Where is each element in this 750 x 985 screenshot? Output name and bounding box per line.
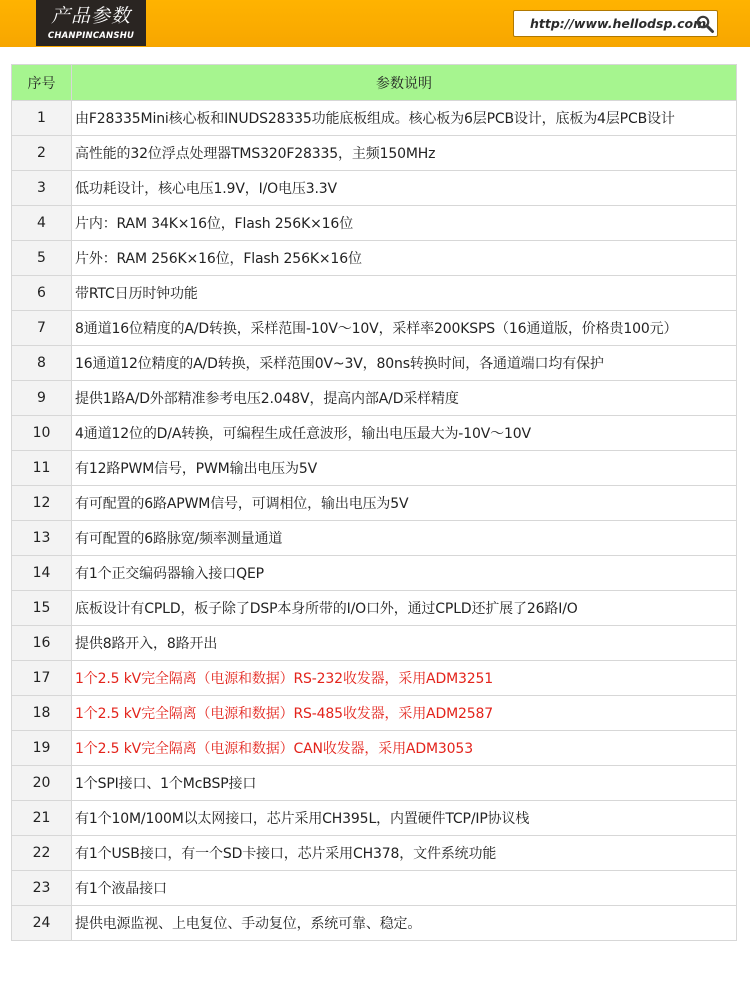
row-description: 带RTC日历时钟功能 bbox=[72, 276, 737, 311]
table-row bbox=[12, 801, 737, 836]
row-number: 9 bbox=[12, 381, 72, 416]
row-description: 有1个10M/100M以太网接口，芯片采用CH395L，内置硬件TCP/IP协议栈 bbox=[72, 801, 737, 836]
row-number: 24 bbox=[12, 906, 72, 941]
header-no: 序号 bbox=[12, 65, 72, 101]
row-number: 1 bbox=[12, 101, 72, 136]
table-body bbox=[12, 101, 737, 941]
row-description: 有1个正交编码器输入接口QEP bbox=[72, 556, 737, 591]
row-description: 提供1路A/D外部精准参考电压2.048V，提高内部A/D采样精度 bbox=[72, 381, 737, 416]
table-row bbox=[12, 311, 737, 346]
row-description: 有可配置的6路脉宽/频率测量通道 bbox=[72, 521, 737, 556]
row-description: 有1个USB接口，有一个SD卡接口，芯片采用CH378，文件系统功能 bbox=[72, 836, 737, 871]
table-row bbox=[12, 346, 737, 381]
row-description: 底板设计有CPLD，板子除了DSP本身所带的I/O口外，通过CPLD还扩展了26路I/O bbox=[72, 591, 737, 626]
row-number: 10 bbox=[12, 416, 72, 451]
row-description: 低功耗设计，核心电压1.9V，I/O电压3.3V bbox=[72, 171, 737, 206]
row-number: 7 bbox=[12, 311, 72, 346]
table-row bbox=[12, 416, 737, 451]
row-description: 有12路PWM信号，PWM输出电压为5V bbox=[72, 451, 737, 486]
row-number: 20 bbox=[12, 766, 72, 801]
table-row bbox=[12, 906, 737, 941]
table-row bbox=[12, 486, 737, 521]
row-number: 16 bbox=[12, 626, 72, 661]
magnifier-icon[interactable] bbox=[695, 14, 715, 34]
title-badge bbox=[36, 0, 146, 46]
table-row bbox=[12, 381, 737, 416]
table-row bbox=[12, 591, 737, 626]
row-description: 有可配置的6路APWM信号，可调相位，输出电压为5V bbox=[72, 486, 737, 521]
row-description: 1个2.5 kV完全隔离（电源和数据）CAN收发器，采用ADM3053 bbox=[72, 731, 737, 766]
table-row bbox=[12, 871, 737, 906]
table-row bbox=[12, 451, 737, 486]
row-description: 有1个液晶接口 bbox=[72, 871, 737, 906]
row-number: 19 bbox=[12, 731, 72, 766]
row-number: 15 bbox=[12, 591, 72, 626]
row-description: 高性能的32位浮点处理器TMS320F28335，主频150MHz bbox=[72, 136, 737, 171]
row-number: 21 bbox=[12, 801, 72, 836]
row-number: 8 bbox=[12, 346, 72, 381]
row-number: 3 bbox=[12, 171, 72, 206]
table-header-row bbox=[12, 65, 737, 101]
table-row bbox=[12, 521, 737, 556]
header-bar bbox=[0, 0, 750, 47]
page-title: 产品参数 bbox=[50, 5, 131, 27]
table-row bbox=[12, 661, 737, 696]
row-number: 12 bbox=[12, 486, 72, 521]
row-description: 16通道12位精度的A/D转换，采样范围0V~3V，80ns转换时间，各通道端口均有保护 bbox=[72, 346, 737, 381]
row-number: 17 bbox=[12, 661, 72, 696]
table-row bbox=[12, 241, 737, 276]
row-description: 由F28335Mini核心板和INUDS28335功能底板组成。核心板为6层PCB设计，底板为4层PCB设计 bbox=[72, 101, 737, 136]
table-row bbox=[12, 556, 737, 591]
table-row bbox=[12, 171, 737, 206]
header-desc: 参数说明 bbox=[72, 65, 737, 101]
site-url[interactable]: http://www.hellodsp.com bbox=[530, 16, 707, 31]
row-description: 8通道16位精度的A/D转换，采样范围-10V～10V，采样率200KSPS（16通道版，价格贵100元） bbox=[72, 311, 737, 346]
row-number: 13 bbox=[12, 521, 72, 556]
row-description: 1个2.5 kV完全隔离（电源和数据）RS-485收发器，采用ADM2587 bbox=[72, 696, 737, 731]
table-row bbox=[12, 731, 737, 766]
row-number: 4 bbox=[12, 206, 72, 241]
row-number: 14 bbox=[12, 556, 72, 591]
table-row bbox=[12, 276, 737, 311]
row-number: 11 bbox=[12, 451, 72, 486]
row-description: 4通道12位的D/A转换，可编程生成任意波形，输出电压最大为-10V～10V bbox=[72, 416, 737, 451]
table-row bbox=[12, 626, 737, 661]
row-description: 1个2.5 kV完全隔离（电源和数据）RS-232收发器，采用ADM3251 bbox=[72, 661, 737, 696]
row-number: 5 bbox=[12, 241, 72, 276]
params-table-container bbox=[11, 64, 737, 941]
row-description: 片外：RAM 256K×16位，Flash 256K×16位 bbox=[72, 241, 737, 276]
table-row bbox=[12, 101, 737, 136]
table-row bbox=[12, 206, 737, 241]
table-row bbox=[12, 136, 737, 171]
table-row bbox=[12, 696, 737, 731]
row-description: 片内：RAM 34K×16位，Flash 256K×16位 bbox=[72, 206, 737, 241]
row-description: 提供电源监视、上电复位、手动复位，系统可靠、稳定。 bbox=[72, 906, 737, 941]
url-search-box[interactable] bbox=[513, 10, 718, 37]
row-description: 1个SPI接口、1个McBSP接口 bbox=[72, 766, 737, 801]
row-description: 提供8路开入，8路开出 bbox=[72, 626, 737, 661]
params-table bbox=[11, 64, 737, 941]
table-row bbox=[12, 836, 737, 871]
row-number: 22 bbox=[12, 836, 72, 871]
row-number: 23 bbox=[12, 871, 72, 906]
row-number: 18 bbox=[12, 696, 72, 731]
table-row bbox=[12, 766, 737, 801]
page-subtitle: CHANPINCANSHU bbox=[47, 31, 135, 41]
row-number: 2 bbox=[12, 136, 72, 171]
row-number: 6 bbox=[12, 276, 72, 311]
